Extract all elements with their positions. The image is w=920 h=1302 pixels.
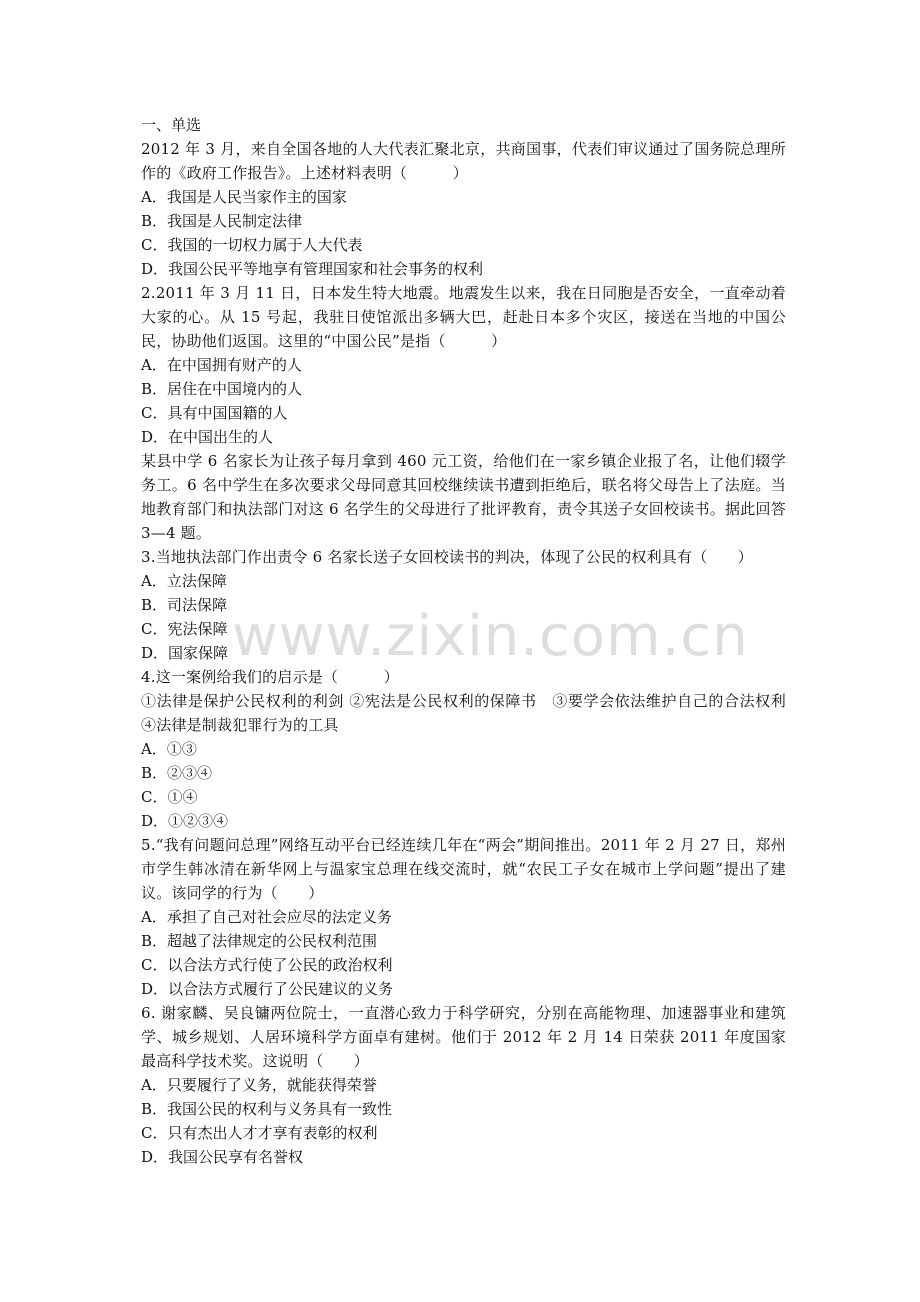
question-6-option-c: C．只有杰出人才才享有表彰的权利 <box>141 1124 378 1142</box>
question-2-option-d: D．在中国出生的人 <box>141 428 274 446</box>
question-6-option-b: B．我国公民的权利与义务具有一致性 <box>141 1100 393 1118</box>
watermark-text: www.zixin.com.cn <box>232 604 749 669</box>
question-2 <box>141 281 786 449</box>
question-4-option-a: A．①③ <box>141 740 197 758</box>
question-5-option-a: A．承担了自己对社会应尽的法定义务 <box>141 908 392 926</box>
material-passage-text: 某县中学 6 名家长为让孩子每月拿到 460 元工资，给他们在一家乡镇企业报了名，让他们辍学务工。6 名中学生在多次要求父母同意其回校继续读书遭到拒绝后，联名将父母告上了法庭。当地教育部门和执法部门对这 6 名学生的父母进行了批评教育，责令其送子女回校读书。据此回答 3—4 题。 <box>141 452 786 542</box>
question-3 <box>141 545 786 665</box>
question-4-option-b: B．②③④ <box>141 764 213 782</box>
question-1-option-a: A．我国是人民当家作主的国家 <box>141 188 347 206</box>
material-passage <box>141 449 786 545</box>
question-4-option-c: C．①④ <box>141 788 198 806</box>
exam-content <box>141 113 786 1169</box>
question-5-option-b: B．超越了法律规定的公民权利范围 <box>141 932 378 950</box>
question-3-stem: 3.当地执法部门作出责令 6 名家长送子女回校读书的判决，体现了公民的权利具有（ ） <box>141 548 753 566</box>
question-2-option-a: A．在中国拥有财产的人 <box>141 356 302 374</box>
question-2-option-b: B．居住在中国境内的人 <box>141 380 303 398</box>
question-4-stem: 4.这一案例给我们的启示是（ ） <box>141 668 399 686</box>
question-6-option-d: D．我国公民享有名誉权 <box>141 1148 304 1166</box>
question-3-option-c: C．宪法保障 <box>141 620 228 638</box>
question-3-option-a: A．立法保障 <box>141 572 227 590</box>
question-6-stem: 6. 谢家麟、吴良镛两位院士，一直潜心致力于科学研究，分别在高能物理、加速器事业和建筑学、城乡规划、人居环境科学方面卓有建树。他们于 2012 年 2 月 14 日荣获 2011 年度国家最高科学技术奖。这说明（ ） <box>141 1004 786 1070</box>
question-5 <box>141 833 786 1001</box>
question-1-stem: 2012 年 3 月，来自全国各地的人大代表汇聚北京，共商国事，代表们审议通过了国务院总理所作的《政府工作报告》。上述材料表明（ ） <box>141 140 786 182</box>
question-1-option-d: D．我国公民平等地享有管理国家和社会事务的权利 <box>141 260 484 278</box>
question-3-option-b: B．司法保障 <box>141 596 228 614</box>
question-4 <box>141 665 786 833</box>
question-2-stem: 2.2011 年 3 月 11 日，日本发生特大地震。地震发生以来，我在日同胞是否安全，一直牵动着大家的心。从 15 号起，我驻日使馆派出多辆大巴，赶赴日本多个灾区，接送在当地的中国公民，协助他们返国。这里的“中国公民”是指（ ） <box>141 284 786 350</box>
question-6 <box>141 1001 786 1169</box>
question-1 <box>141 137 786 281</box>
question-5-option-d: D．以合法方式履行了公民建议的义务 <box>141 980 394 998</box>
question-5-option-c: C．以合法方式行使了公民的政治权利 <box>141 956 393 974</box>
question-5-stem: 5.“我有问题问总理”网络互动平台已经连续几年在“两会”期间推出。2011 年 2 月 27 日，郑州市学生韩冰清在新华网上与温家宝总理在线交流时，就“农民工子女在城市上学问题”提出了建议。该同学的行为（ ） <box>141 836 786 902</box>
section-title: 一、单选 <box>141 116 202 134</box>
question-3-option-d: D．国家保障 <box>141 644 229 662</box>
question-1-option-b: B．我国是人民制定法律 <box>141 212 303 230</box>
question-2-option-c: C．具有中国国籍的人 <box>141 404 288 422</box>
question-6-option-a: A．只要履行了义务，就能获得荣誉 <box>141 1076 377 1094</box>
question-4-option-d: D．①②③④ <box>141 812 229 830</box>
question-1-option-c: C．我国的一切权力属于人大代表 <box>141 236 363 254</box>
question-4-statements: ①法律是保护公民权利的利剑 ②宪法是公民权利的保障书 ③要学会依法维护自己的合法权利 ④法律是制裁犯罪行为的工具 <box>141 692 786 734</box>
